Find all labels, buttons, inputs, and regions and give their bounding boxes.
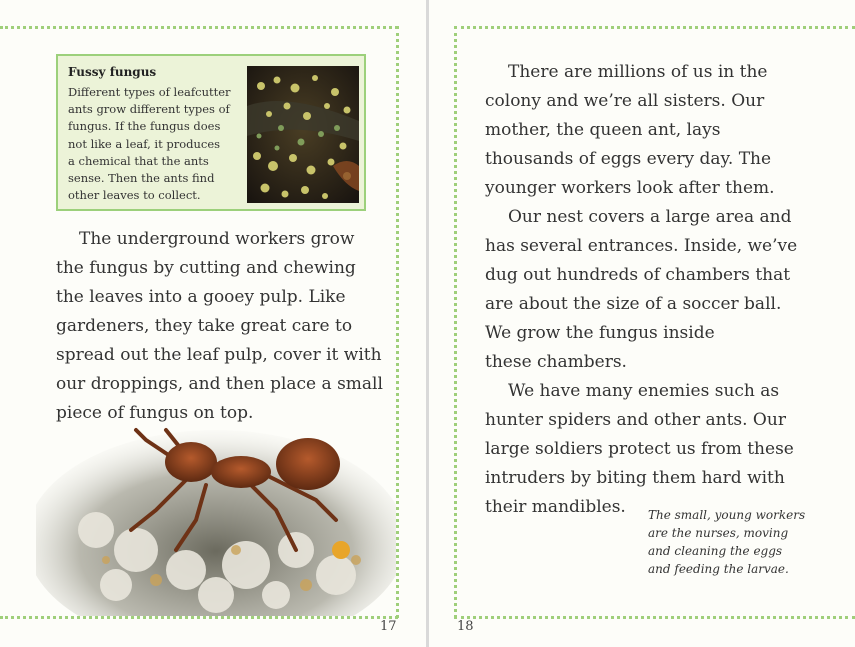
body-line: their mandibles.: [485, 497, 626, 517]
fact-box-line: not like a leaf, it produces: [68, 136, 221, 151]
dotted-border-top: [454, 26, 855, 29]
fact-box: [56, 54, 366, 211]
fact-box-title: Fussy fungus: [68, 65, 157, 79]
body-line: spread out the leaf pulp, cover it with: [56, 345, 382, 365]
body-line: our droppings, and then place a small: [56, 374, 383, 394]
body-paragraph: [485, 203, 825, 377]
caption-line: and feeding the larvae.: [648, 562, 789, 576]
body-line: dug out hundreds of chambers that: [485, 265, 791, 285]
dotted-border-bottom: [454, 616, 855, 619]
caption-line: The small, young workers: [648, 508, 806, 522]
body-paragraph: [485, 58, 825, 203]
body-line: Our nest covers a large area and: [508, 207, 792, 227]
dotted-border-top: [0, 26, 398, 29]
body-line: The underground workers grow: [79, 229, 355, 249]
body-line: There are millions of us in the: [508, 62, 768, 82]
body-text: [56, 225, 386, 428]
body-text: [485, 58, 825, 522]
caption-line: and cleaning the eggs: [648, 544, 783, 558]
body-line: We have many enemies such as: [508, 381, 780, 401]
fact-box-line: Different types of leafcutter: [68, 85, 231, 99]
body-paragraph: [485, 377, 825, 522]
body-paragraph: [56, 225, 386, 428]
body-line: thousands of eggs every day. The: [485, 149, 772, 169]
body-line: large soldiers protect us from these: [485, 439, 794, 459]
body-line: piece of fungus on top.: [56, 403, 254, 423]
fact-box-text: [68, 84, 236, 204]
body-line: colony and we’re all sisters. Our: [485, 91, 765, 111]
ant-on-fungus-photo: [36, 400, 396, 616]
body-line: younger workers look after them.: [485, 178, 775, 198]
body-line: mother, the queen ant, lays: [485, 120, 721, 140]
fact-box-line: sense. Then the ants find: [68, 171, 215, 186]
body-line: has several entrances. Inside, we’ve: [485, 236, 798, 256]
fact-box-line: fungus. If the fungus does: [68, 119, 221, 134]
fact-box-line: other leaves to collect.: [68, 188, 201, 203]
page-number: 17: [380, 619, 397, 634]
body-line: intruders by biting them hard with: [485, 468, 785, 488]
dotted-border-right: [396, 26, 399, 618]
body-line: the fungus by cutting and chewing: [56, 258, 356, 278]
body-line: We grow the fungus inside: [485, 323, 715, 343]
page-number: 18: [457, 619, 474, 634]
fungus-photo: [247, 66, 359, 203]
left-page: [0, 0, 426, 647]
dotted-border-bottom: [0, 616, 398, 619]
body-line: these chambers.: [485, 352, 627, 372]
body-line: gardeners, they take great care to: [56, 316, 353, 336]
body-line: the leaves into a gooey pulp. Like: [56, 287, 346, 307]
caption-line: are the nurses, moving: [648, 526, 789, 540]
body-line: hunter spiders and other ants. Our: [485, 410, 786, 430]
dotted-border-left: [454, 26, 457, 618]
photo-caption: [648, 506, 818, 578]
body-line: are about the size of a soccer ball.: [485, 294, 782, 314]
right-page: [429, 0, 855, 647]
fact-box-line: ants grow different types of: [68, 102, 230, 117]
fact-box-line: a chemical that the ants: [68, 153, 209, 168]
